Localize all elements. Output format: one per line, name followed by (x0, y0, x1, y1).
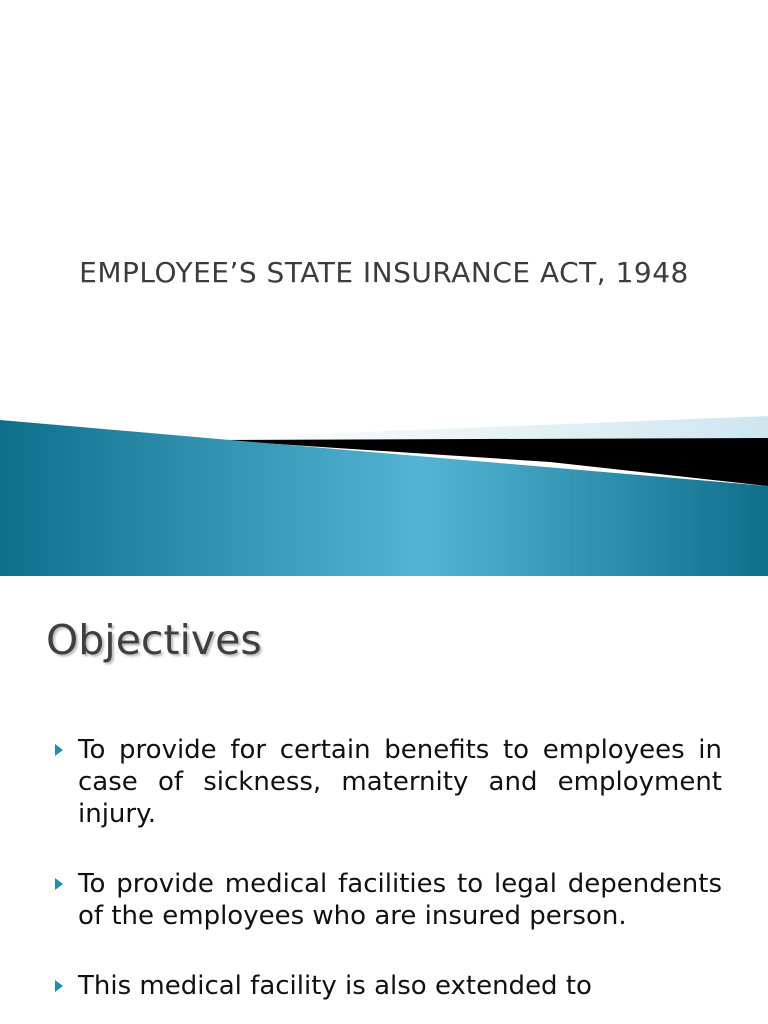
list-item (52, 970, 722, 1002)
bullet-arrow-icon (55, 878, 63, 890)
slide-title: EMPLOYEE’S STATE INSURANCE ACT, 1948 (79, 256, 689, 289)
bullet-arrow-icon (55, 980, 63, 992)
list-item (52, 734, 722, 830)
light-band-stripe (210, 416, 768, 440)
bullet-text: This medical facility is also extended to (78, 971, 592, 1001)
bullet-arrow-icon (55, 744, 63, 756)
list-item (52, 868, 722, 932)
decorative-band (0, 400, 768, 576)
objectives-list (52, 734, 722, 1024)
bullet-text: To provide for certain benefits to employees in case of sickness, maternity and employment injury. (78, 735, 722, 829)
objectives-slide (0, 576, 768, 1024)
objectives-heading: Objectives (46, 616, 262, 664)
bullet-text: To provide medical facilities to legal dependents of the employees who are insured person. (78, 869, 722, 931)
